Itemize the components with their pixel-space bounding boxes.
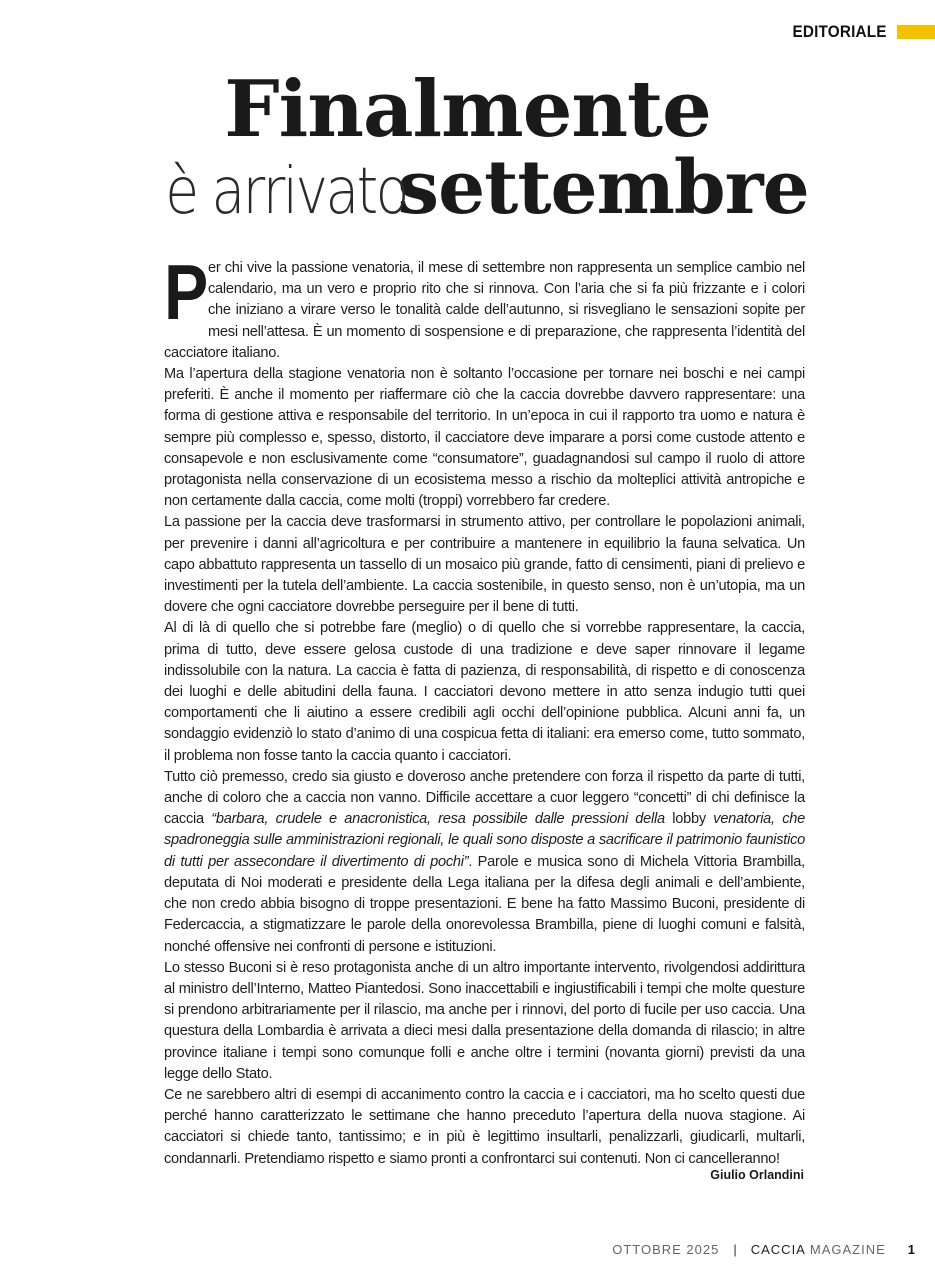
quote-plain-word: lobby (664, 811, 714, 828)
quote-part-a: “barbara, crudele e anacronistica, resa possibile dalle pressioni della (211, 811, 665, 828)
paragraph-5 (164, 767, 805, 958)
headline-bold-part: settembre (397, 145, 809, 231)
section-title: EDITORIALE (792, 22, 887, 41)
paragraph-6: Lo stesso Buconi si è reso protagonista anche di un altro importante intervento, rivolgendosi addirittura al ministro dell’Interno, Matteo Piantedosi. Sono inaccettabili e ingiustificabili i tempi che molte questure si prendono arbitrariamente per il rilascio, ma anche per i rinnovi, del porto di fucile per uso caccia. Una questura della Lombardia è arrivata a dieci mesi dalla presentazione della domanda di rilascio; in altre province italiane i tempi sono comunque folli e anche oltre i termini (novanta giorni) previsti da una legge dello Stato. (164, 959, 805, 1082)
quote-part-b: venatoria, che spadroneggia sulle amministrazioni regionali, le quali sono disposte a sacrificare il patrimonio faunistico di tutti per assecondare il divertimento di pochi” (164, 811, 805, 870)
paragraph-1-text: er chi vive la passione venatoria, il mese di settembre non rappresenta un semplice cambio nel calendario, ma un vero e proprio rito che si rinnova. Con l’aria che si fa più frizzante e i colori che iniziano a virare verso le tonalità calde dell’autunno, si risvegliano le sensazioni sopite per mesi nell’attesa. È un momento di sospensione e di preparazione, che rappresenta l’identità del cacciatore italiano. (164, 260, 805, 361)
paragraph-3: La passione per la caccia deve trasformarsi in strumento attivo, per controllare le popolazioni animali, per prevenire i danni all’agricoltura e per contribuire a mantenere in equilibrio la fauna selvatica. Un capo abbattuto rappresenta un tassello di un mosaico più grande, fatto di censimenti, piani di prelievo e investimenti per la tutela dell’ambiente. La caccia sostenibile, in questo senso, non è un’utopia, ma un dovere che ogni cacciatore dovrebbe perseguire per il bene di tutti. (164, 514, 805, 616)
page-footer (612, 1242, 915, 1257)
section-label (782, 22, 935, 42)
headline (0, 64, 935, 251)
footer-separator: | (733, 1242, 737, 1257)
author-signature: Giulio Orlandini (710, 1168, 804, 1182)
paragraph-5-text-after: . Parole e musica sono di Michela Vittoria Brambilla, deputata di Noi moderati e presidente della Lega italiana per la difesa degli animali e dell’ambiente, che non credo abbia bisogno di troppe presentazioni. E bene ha fatto Massimo Buconi, presidente di Federcaccia, a stigmatizzare le parole della onorevolessa Brambilla, piene di luoghi comuni e falsità, nonché offensive nei confronti di persone e istituzioni. (164, 853, 805, 955)
headline-line-1: Finalmente (224, 64, 711, 155)
magazine-name-light: MAGAZINE (809, 1242, 886, 1257)
headline-line-2 (0, 146, 935, 251)
paragraph-7: Ce ne sarebbero altri di esempi di accanimento contro la caccia e i cacciatori, ma ho scelto questi due perché hanno caratterizzato le settimane che hanno preceduto l’apertura della nuova stagione. Ai cacciatori si chiede tanto, tantissimo; e in più è legittimo insultarli, penalizzarli, giudicarli, multarli, condannarli. Pretendiamo rispetto e siamo pronti a confrontarci sui contenuti. Non ci cancelleranno! (164, 1086, 805, 1167)
headline-light-part: è arrivato (165, 155, 407, 229)
page-number: 1 (907, 1242, 915, 1257)
section-accent-bar (897, 25, 935, 39)
issue-date: OTTOBRE 2025 (612, 1242, 720, 1257)
paragraph-4: Al di là di quello che si potrebbe fare (meglio) o di quello che si vorrebbe rappresentare, la caccia, prima di tutto, deve essere gelosa custode di una tradizione e deve saper rinnovare il legame indissolubile con la natura. La caccia è fatta di pazienza, di responsabilità, di rispetto e di conoscenza dei luoghi e delle abitudini della fauna. I cacciatori devono mettere in atto senza indugio tutti quei comportamenti che li aiutino a essere credibili agli occhi dell’opinione pubblica. Alcuni anni fa, un sondaggio evidenziò lo stato d’animo di una cospicua fetta di italiani: era emerso come, tutto sommato, il problema non fosse tanto la caccia quanto i cacciatori. (164, 620, 805, 764)
paragraph-5-text-before: Tutto ciò premesso, credo sia giusto e doveroso anche pretendere con forza il rispetto da parte di tutti, anche di coloro che a caccia non vanno. Difficile accettare a cuor leggero “concetti” di chi definisce la caccia (164, 768, 805, 828)
paragraph-1 (164, 248, 805, 364)
paragraph-2: Ma l’apertura della stagione venatoria non è soltanto l’occasione per tornare nei boschi e nei campi preferiti. È anche il momento per riaffermare ciò che la caccia dovrebbe davvero rappresentare: una forma di gestione attiva e responsabile del territorio. In un’epoca in cui il rapporto tra uomo e natura è sempre più complesso e, spesso, distorto, il cacciatore deve imparare a porsi come custode attento e consapevole e non esclusivamente come “consumatore”, guadagnandosi sul campo il ruolo di attore protagonista nella conservazione di un ecosistema messo a rischio da molteplici attività antropiche e non certamente dalla caccia, come molti (troppi) vorrebbero far credere. (164, 366, 805, 510)
drop-cap: P (164, 248, 209, 336)
magazine-name-bold: CACCIA (750, 1242, 806, 1257)
article-body (164, 248, 805, 1170)
